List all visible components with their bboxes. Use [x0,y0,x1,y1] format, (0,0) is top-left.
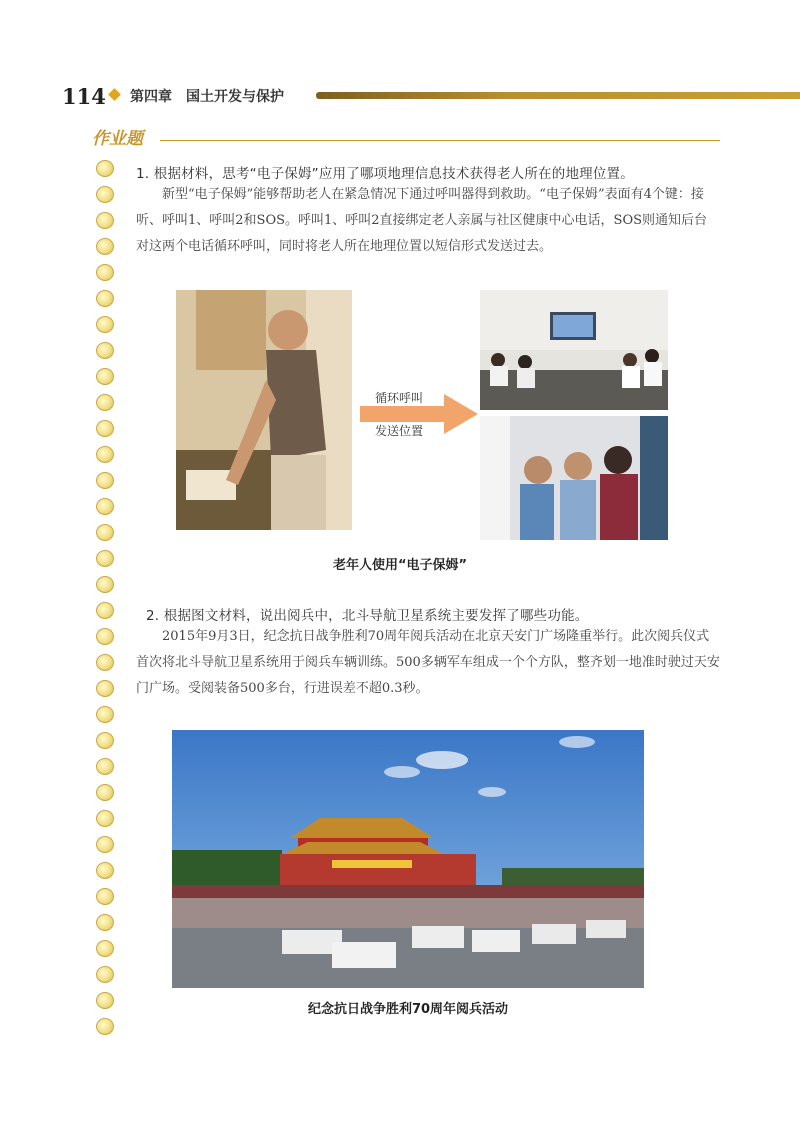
diamond-icon [108,88,121,101]
section-divider [160,140,720,141]
caption-1: 老年人使用“电子保姆” [332,558,468,573]
ring-icon [96,576,114,593]
ring-icon [96,498,114,515]
ring-icon [96,368,114,385]
ring-icon [96,992,114,1009]
ring-icon [96,446,114,463]
ring-icon [96,212,114,229]
photo-illustration [172,730,644,988]
ring-icon [96,680,114,697]
ring-icon [96,810,114,827]
ring-icon [96,628,114,645]
ring-icon [96,758,114,775]
ring-icon [96,186,114,203]
ring-icon [96,1018,114,1035]
ring-icon [96,550,114,567]
parade-photo [172,730,644,988]
header-bar [316,92,800,99]
ring-icon [96,420,114,437]
ring-icon [96,966,114,983]
ring-icon [96,472,114,489]
ring-icon [96,836,114,853]
ring-icon [96,238,114,255]
photo-illustration [480,290,668,410]
page-header [0,80,800,112]
ring-icon [96,784,114,801]
arrow-label-bottom: 发送位置 [375,424,424,438]
page-number: 114 [62,84,106,109]
control-center-photo [480,290,668,410]
elderly-man-photo [176,290,352,530]
ring-icon [96,732,114,749]
family-photo [480,416,668,540]
ring-icon [96,264,114,281]
ring-icon [96,524,114,541]
ring-icon [96,862,114,879]
ring-icon [96,316,114,333]
photo-illustration [176,290,352,530]
question-1: 1. 根据材料，思考“电子保姆”应用了哪项地理信息技术获得老人所在的地理位置。 [136,166,634,182]
arrow-label-top: 循环呼叫 [375,391,424,405]
material-1: 新型“电子保姆”能够帮助老人在紧急情况下通过呼叫器得到救助。“电子保姆”表面有4个键：接听、呼叫1、呼叫2和SOS。呼叫1、呼叫2直接绑定老人亲属与社区健康中心电话，SOS则通知后台对这两个电话循环呼叫，同时将老人所在地理位置以短信形式发送过去。 [136,187,708,254]
section-title: 作业题 [92,129,143,149]
ring-icon [96,654,114,671]
binding-rings [96,160,120,1030]
photo-illustration [480,416,668,540]
material-2: 2015年9月3日，纪念抗日战争胜利70周年阅兵活动在北京天安门广场隆重举行。此次阅兵仪式首次将北斗导航卫星系统用于阅兵车辆训练。500多辆军车组成一个个方队，整齐划一地准时驶过天安门广场。受阅装备500多台，行进误差不超0.3秒。 [136,629,720,696]
ring-icon [96,914,114,931]
chapter-title: 第四章 国土开发与保护 [130,89,284,105]
ring-icon [96,940,114,957]
ring-icon [96,290,114,307]
question-2: 2. 根据图文材料，说出阅兵中，北斗导航卫星系统主要发挥了哪些功能。 [146,608,589,624]
ring-icon [96,602,114,619]
ring-icon [96,342,114,359]
caption-2: 纪念抗日战争胜利70周年阅兵活动 [307,1002,509,1017]
ring-icon [96,706,114,723]
ring-icon [96,160,114,177]
ring-icon [96,888,114,905]
ring-icon [96,394,114,411]
